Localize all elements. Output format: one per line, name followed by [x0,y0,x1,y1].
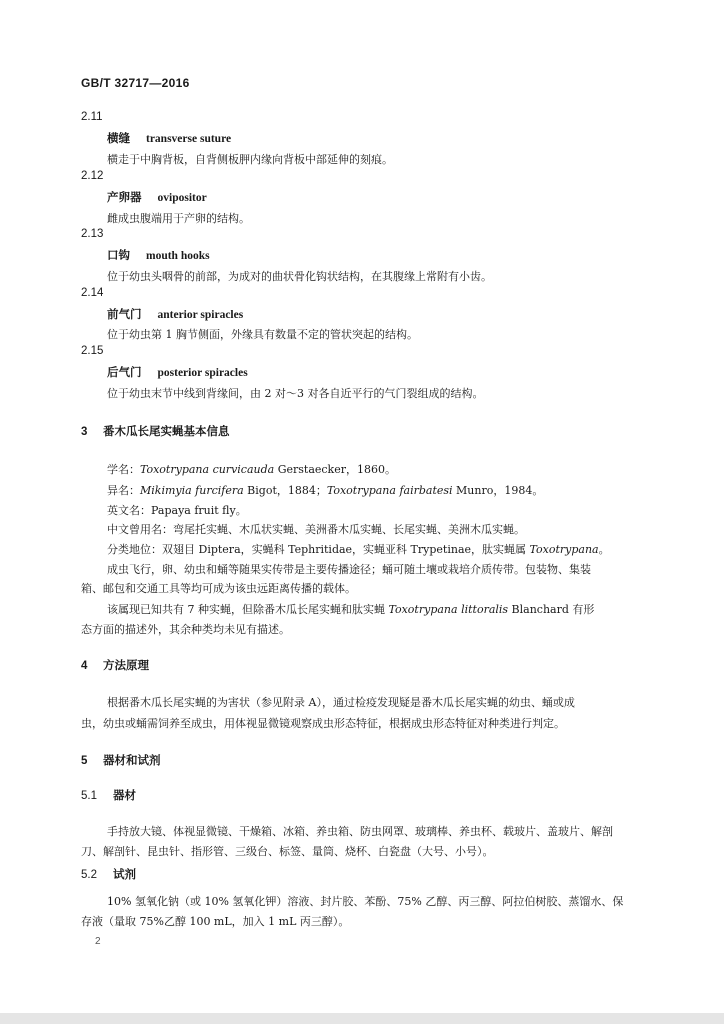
term-heading [107,306,243,322]
term-zh: 口钩 [107,248,130,262]
term-definition: 雌成虫腹端用于产卵的结构。 [107,212,250,225]
term-en: anterior spiracles [157,309,244,321]
section-title: 番木瓜长尾实蝇基本信息 [103,426,230,438]
term-heading [107,247,210,263]
term-number: 2.11 [81,111,103,123]
standard-number: GB/T 32717—2016 [81,76,190,90]
paragraph-line: 箱、邮包和交通工具等均可成为该虫远距离传播的载体。 [81,582,356,595]
term-zh: 产卵器 [107,190,142,204]
term-zh: 后气门 [107,365,142,379]
synonym-line [107,482,543,498]
section-heading [81,423,230,439]
paragraph-line: 手持放大镜、体视显微镜、干燥箱、冰箱、养虫箱、防虫网罩、玻璃棒、养虫杯、载玻片、盖玻片、解剖 [107,825,613,838]
term-number: 2.15 [81,345,104,357]
english-name-line: 英文名：Papaya fruit fly。 [107,504,247,517]
taxonomy-line [107,541,610,557]
term-definition: 位于幼虫末节中线到背缘间，由 2 对～3 对各自近平行的气门裂组成的结构。 [107,387,484,400]
term-definition: 位于幼虫头咽骨的前部，为成对的曲状骨化钩状结构，在其腹缘上常附有小齿。 [107,270,492,283]
section-number: 4 [81,660,88,672]
subsection-number: 5.1 [81,790,97,802]
species-name: Toxotrypana littoralis [388,603,509,616]
term-en: ovipositor [157,192,207,204]
species-name: Mikimyia furcifera [140,484,244,497]
section-heading [81,752,161,768]
term-en: transverse suture [146,133,232,145]
term-en: mouth hooks [146,250,210,262]
genus-name: Toxotrypana [529,543,599,556]
paragraph-line: 存液（量取 75%乙醇 100 mL，加入 1 mL 丙三醇）。 [81,915,350,928]
term-zh: 横缝 [107,131,130,145]
label: 异名： [107,484,140,497]
term-en: posterior spiracles [157,367,248,379]
species-name: Toxotrypana curvicauda [140,463,275,476]
page-number: 2 [95,936,101,947]
subsection-title: 器材 [113,790,136,802]
term-number: 2.13 [81,228,104,240]
paragraph-line: 成虫飞行，卵、幼虫和蛹等随果实传带是主要传播途径；蛹可随土壤或栽培介质传带。包装物、集装 [107,563,591,576]
term-number: 2.14 [81,287,104,299]
section-heading [81,657,149,673]
section-number: 3 [81,426,88,438]
term-zh: 前气门 [107,307,142,321]
paragraph-line: 虫，幼虫或蛹需饲养至成虫，用体视显微镜观察成虫形态特征，根据成虫形态特征对种类进行判定。 [81,717,565,730]
section-title: 方法原理 [103,660,149,672]
paragraph-line: 根据番木瓜长尾实蝇的为害状（参见附录 A），通过检疫发现疑是番木瓜长尾实蝇的幼虫、蛹或成 [107,696,575,709]
taxonomy-text: 分类地位：双翅目 Diptera，实蝇科 Tephritidae，实蝇亚科 Trypetinae，肽实蝇属 [107,543,530,556]
species-name: Toxotrypana fairbatesi [326,484,453,497]
term-heading [107,189,207,205]
section-number: 5 [81,755,88,767]
paragraph-line: 刀、解剖针、昆虫针、指形管、三级台、标签、量筒、烧杯、白瓷盘（大号、小号）。 [81,845,494,858]
author: Munro，1984。 [452,484,544,497]
scientific-name-line [107,461,396,477]
term-definition: 横走于中胸背板，自背侧板胛内缘向背板中部延伸的刻痕。 [107,153,393,166]
paragraph-line: 10% 氢氧化钠（或 10% 氢氧化钾）溶液、封片胶、苯酚、75% 乙醇、丙三醇、阿拉伯树胶、蒸馏水、保 [107,895,624,908]
subsection-number: 5.2 [81,869,97,881]
text: 该属现已知共有 7 种实蝇，但除番木瓜长尾实蝇和肽实蝇 [107,603,389,616]
section-title: 器材和试剂 [103,755,161,767]
author: Gerstaecker，1860。 [274,463,396,476]
subsection-title: 试剂 [113,869,136,881]
label: 学名： [107,463,140,476]
page-bottom-edge [0,1013,724,1024]
paragraph-line: 态方面的描述外，其余种类均未见有描述。 [81,623,290,636]
author: Bigot，1884； [243,484,327,497]
term-heading [107,130,231,146]
subsection-heading [81,787,136,803]
paragraph-line [107,601,594,617]
subsection-heading [81,866,136,882]
punct: 。 [598,543,610,556]
text: Blanchard 有形 [508,603,595,616]
term-number: 2.12 [81,170,104,182]
chinese-names-line: 中文曾用名：弯尾托实蝇、木瓜状实蝇、美洲番木瓜实蝇、长尾实蝇、美洲木瓜实蝇。 [107,523,525,536]
term-heading [107,364,248,380]
term-definition: 位于幼虫第 1 胸节侧面，外缘具有数量不定的管状突起的结构。 [107,328,418,341]
